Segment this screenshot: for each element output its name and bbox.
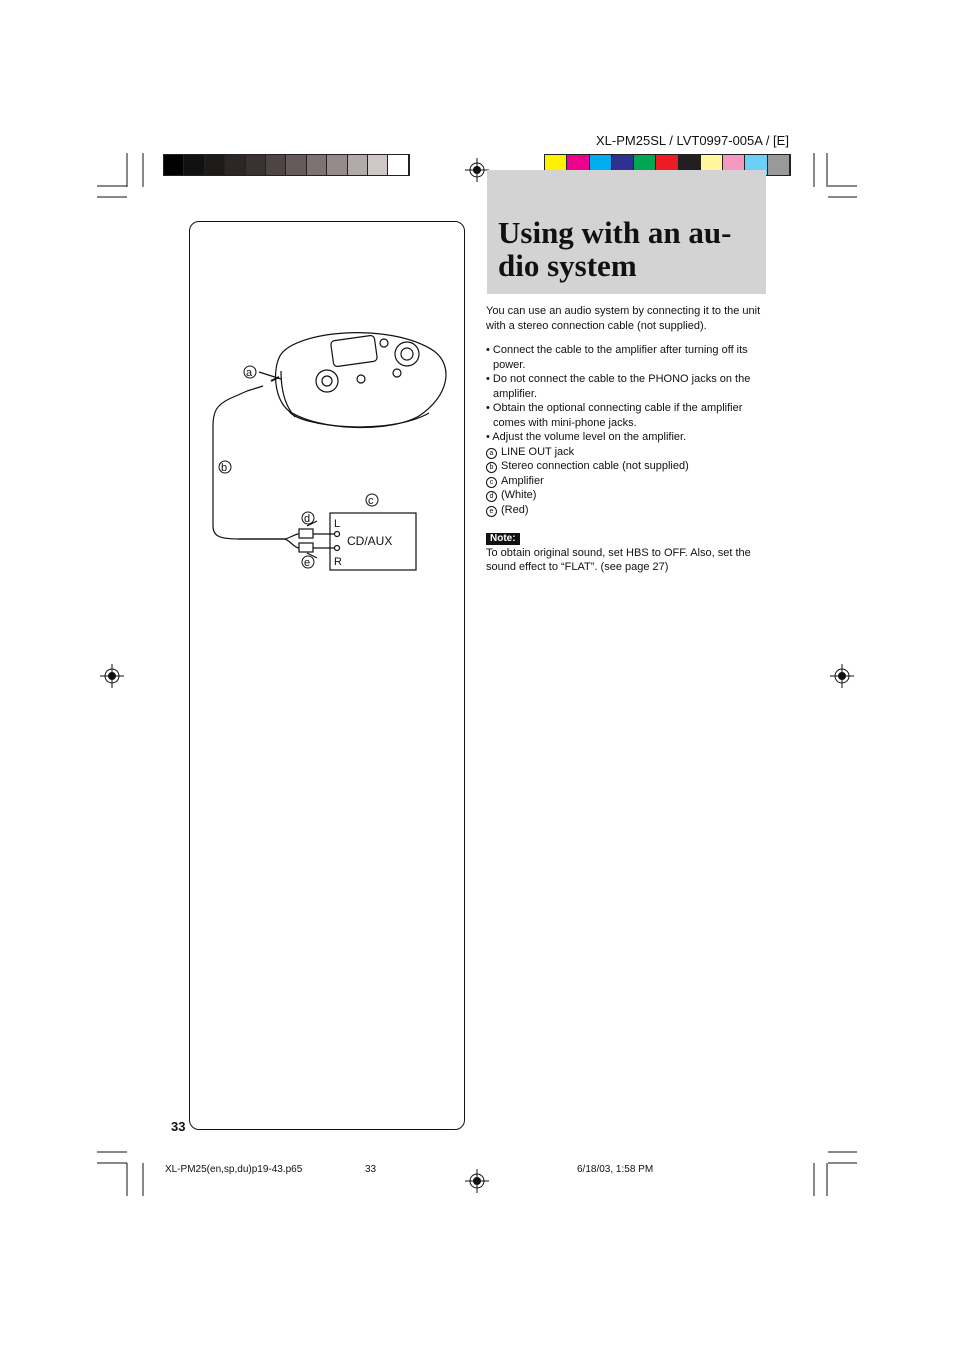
grayscale-swatch	[266, 155, 286, 175]
registration-mark-right	[830, 664, 854, 688]
document-code: XL-PM25SL / LVT0997-005A / [E]	[596, 133, 789, 148]
legend-mark: e	[486, 506, 497, 517]
note-label: Note:	[486, 533, 520, 545]
intro-paragraph: You can use an audio system by connecting it to the unit with a stereo connection cable (not supplied).	[486, 305, 761, 332]
grayscale-swatch	[348, 155, 368, 175]
registration-mark-left	[100, 664, 124, 688]
footer-page: 33	[365, 1164, 377, 1175]
label-c: c	[368, 495, 374, 507]
legend-text: LINE OUT jack	[501, 445, 575, 458]
cd-player-illustration	[276, 333, 446, 428]
grayscale-swatch	[164, 155, 184, 175]
connection-diagram	[189, 221, 465, 581]
grayscale-swatch	[205, 155, 225, 175]
grayscale-calibration-bar	[163, 154, 410, 176]
instructions	[486, 304, 770, 575]
legend-list	[486, 445, 770, 518]
grayscale-swatch	[286, 155, 306, 175]
legend-item	[486, 503, 770, 518]
bullet-item: • Adjust the volume level on the amplifier.	[486, 431, 687, 443]
grayscale-swatch	[246, 155, 266, 175]
label-a: a	[246, 367, 253, 379]
bullet-item: • Do not connect the cable to the PHONO jacks on the amplifier.	[486, 373, 751, 400]
jack-left-label: L	[334, 518, 341, 530]
grayscale-swatch	[307, 155, 327, 175]
label-b: b	[221, 462, 228, 474]
legend-mark: d	[486, 491, 497, 502]
legend-item	[486, 474, 770, 489]
footer-timestamp: 6/18/03, 1:58 PM	[577, 1164, 654, 1175]
grayscale-swatch	[225, 155, 245, 175]
jack-right-label: R	[334, 556, 342, 568]
legend-mark: c	[486, 477, 497, 488]
legend-text: (Red)	[501, 503, 529, 516]
legend-text: Amplifier	[501, 474, 544, 487]
legend-item	[486, 459, 770, 474]
note-text: To obtain original sound, set HBS to OFF. Also, set the sound effect to “FLAT”. (see page 27)	[486, 546, 751, 573]
legend-text: (White)	[501, 489, 537, 501]
page-number: 33	[171, 1119, 186, 1134]
legend-mark: b	[486, 462, 497, 473]
grayscale-swatch	[368, 155, 388, 175]
footer-file: XL-PM25(en,sp,du)p19-43.p65	[165, 1164, 303, 1175]
label-d: d	[304, 513, 311, 525]
legend-item	[486, 445, 770, 460]
page-title: Using with an au- dio system	[498, 215, 732, 283]
registration-mark-top	[465, 158, 489, 182]
color-swatch	[768, 155, 790, 175]
bullet-list	[486, 343, 770, 445]
registration-mark-bottom	[465, 1169, 489, 1193]
label-e: e	[304, 557, 311, 569]
legend-mark: a	[486, 448, 497, 459]
bullet-item: • Connect the cable to the amplifier after turning off its power.	[486, 344, 748, 371]
grayscale-swatch	[388, 155, 408, 175]
legend-text: Stereo connection cable (not supplied)	[501, 460, 689, 472]
bullet-item: • Obtain the optional connecting cable if the amplifier comes with mini-phone jacks.	[486, 402, 743, 429]
title-box	[487, 170, 766, 294]
input-label: CD/AUX	[347, 534, 393, 548]
legend-item	[486, 488, 770, 503]
grayscale-swatch	[327, 155, 347, 175]
grayscale-swatch	[184, 155, 204, 175]
